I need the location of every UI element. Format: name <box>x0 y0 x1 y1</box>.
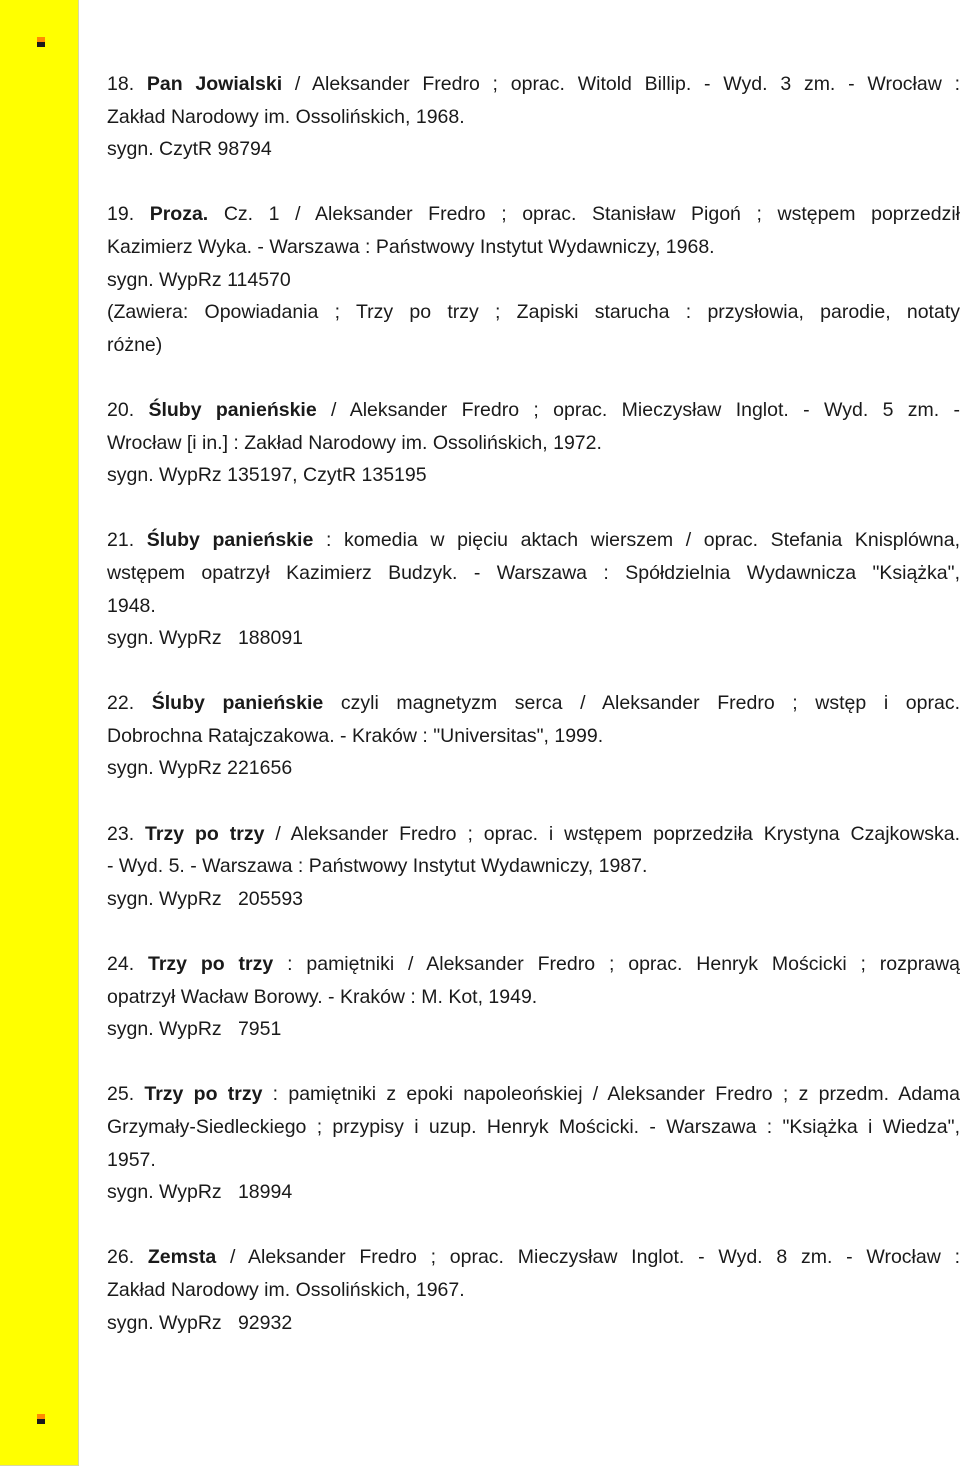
bibliography-entry <box>107 198 960 361</box>
entry-text: 1948. <box>107 594 156 617</box>
entry-line <box>107 296 960 329</box>
entry-line <box>107 231 960 264</box>
bibliography-list <box>107 68 960 1372</box>
entry-text: Kazimierz Wyka. - Warszawa : Państwowy Instytut Wydawniczy, 1968. <box>107 235 715 258</box>
entry-line <box>107 1144 960 1177</box>
margin-sidebar <box>0 0 79 1466</box>
entry-text: sygn. WypRz 205593 <box>107 887 304 910</box>
bibliography-entry <box>107 1078 960 1208</box>
entry-text: sygn. WypRz 18994 <box>107 1181 293 1204</box>
entry-line <box>107 752 960 785</box>
entry-title: Trzy po trzy <box>147 953 274 976</box>
entry-line <box>107 1111 960 1144</box>
entry-text: sygn. WypRz 114570 <box>107 268 291 291</box>
entry-line <box>107 883 960 916</box>
entry-title: Proza. <box>149 203 209 226</box>
entry-line <box>107 818 960 851</box>
square-bullet-icon <box>37 37 45 47</box>
entry-text: 20. <box>107 398 149 421</box>
entry-text: sygn. WypRz 7951 <box>107 1018 282 1041</box>
entry-text: 21. <box>107 529 147 552</box>
entry-text: wstępem opatrzył Kazimierz Budzyk. - Warszawa : Spółdzielnia Wydawnicza "Książka", <box>107 561 960 584</box>
bibliography-entry <box>107 68 960 166</box>
entry-text: sygn. WypRz 221656 <box>107 757 293 780</box>
entry-title: Śluby panieńskie <box>148 398 317 421</box>
entry-title: Pan Jowialski <box>146 73 283 95</box>
entry-line <box>107 1013 960 1046</box>
entry-text: 22. <box>107 692 152 715</box>
entry-text: sygn. WypRz 135197, CzytR 135195 <box>107 464 427 487</box>
entry-text: 1957. <box>107 1148 156 1171</box>
entry-line <box>107 1307 960 1340</box>
entry-text: Cz. 1 / Aleksander Fredro ; oprac. Stanisław Pigoń ; wstępem poprzedził <box>208 203 960 226</box>
entry-line <box>107 948 960 981</box>
entry-text: Wrocław [i in.] : Zakład Narodowy im. Ossolińskich, 1972. <box>107 431 602 454</box>
entry-text: : pamiętniki / Aleksander Fredro ; oprac. Henryk Mościcki ; rozprawą <box>273 953 960 976</box>
bibliography-entry <box>107 524 960 654</box>
entry-line <box>107 557 960 590</box>
entry-text: sygn. WypRz 92932 <box>107 1311 293 1334</box>
entry-line <box>107 1241 960 1274</box>
entry-text: : pamiętniki z epoki napoleońskiej / Aleksander Fredro ; z przedm. Adama <box>262 1083 960 1106</box>
entry-line <box>107 394 960 427</box>
square-bullet-icon <box>37 1414 45 1424</box>
entry-title: Zemsta <box>147 1246 217 1269</box>
entry-line <box>107 850 960 883</box>
entry-text: : komedia w pięciu aktach wierszem / oprac. Stefania Knisplówna, <box>313 529 960 552</box>
entry-line <box>107 68 960 101</box>
entry-title: Trzy po trzy <box>145 822 265 845</box>
entry-line <box>107 687 960 720</box>
entry-line <box>107 459 960 492</box>
entry-text: 26. <box>107 1246 148 1269</box>
entry-line <box>107 329 960 362</box>
entry-text: 18. <box>107 73 147 95</box>
entry-text: sygn. WypRz 188091 <box>107 627 304 650</box>
entry-text: różne) <box>107 333 163 356</box>
entry-title: Śluby panieńskie <box>146 529 314 552</box>
entry-text: / Aleksander Fredro ; oprac. Mieczysław Inglot. - Wyd. 8 zm. - Wrocław : <box>216 1246 960 1269</box>
entry-text: Zakład Narodowy im. Ossolińskich, 1967. <box>107 1278 465 1301</box>
entry-line <box>107 133 960 166</box>
entry-line <box>107 1274 960 1307</box>
entry-text: Grzymały-Siedleckiego ; przypisy i uzup. Henryk Mościcki. - Warszawa : "Książka i Wiedza", <box>107 1116 960 1138</box>
entry-text: / Aleksander Fredro ; oprac. Mieczysław Inglot. - Wyd. 5 zm. - <box>316 398 960 421</box>
entry-line <box>107 622 960 655</box>
entry-text: Zakład Narodowy im. Ossolińskich, 1968. <box>107 105 465 128</box>
entry-text: 19. <box>107 203 150 226</box>
entry-line <box>107 198 960 231</box>
entry-line <box>107 590 960 623</box>
bibliography-entry <box>107 818 960 916</box>
entry-text: / Aleksander Fredro ; oprac. i wstępem poprzedziła Krystyna Czajkowska. <box>264 822 960 845</box>
entry-text: 24. <box>107 953 148 976</box>
entry-text: czyli magnetyzm serca / Aleksander Fredro ; wstęp i oprac. <box>323 692 960 715</box>
bibliography-entry <box>107 1241 960 1339</box>
bibliography-entry <box>107 948 960 1046</box>
entry-line <box>107 1078 960 1111</box>
entry-text: sygn. CzytR 98794 <box>107 138 272 161</box>
entry-line <box>107 101 960 134</box>
entry-line <box>107 264 960 297</box>
entry-title: Śluby panieńskie <box>151 692 324 715</box>
entry-line <box>107 1176 960 1209</box>
entry-line <box>107 981 960 1014</box>
entry-title: Trzy po trzy <box>144 1083 263 1106</box>
bibliography-entry <box>107 394 960 492</box>
entry-line <box>107 427 960 460</box>
bibliography-entry <box>107 687 960 785</box>
entry-text: Dobrochna Ratajczakowa. - Kraków : "Universitas", 1999. <box>107 724 604 747</box>
entry-text: 23. <box>107 822 146 845</box>
entry-line <box>107 524 960 557</box>
entry-text: opatrzył Wacław Borowy. - Kraków : M. Kot, 1949. <box>107 985 538 1008</box>
entry-text: (Zawiera: Opowiadania ; Trzy po trzy ; Zapiski starucha : przysłowia, parodie, notaty <box>107 301 960 324</box>
entry-text: / Aleksander Fredro ; oprac. Witold Billip. - Wyd. 3 zm. - Wrocław : <box>282 73 960 95</box>
entry-text: 25. <box>107 1083 145 1106</box>
entry-line <box>107 720 960 753</box>
entry-text: - Wyd. 5. - Warszawa : Państwowy Instytut Wydawniczy, 1987. <box>107 855 648 878</box>
